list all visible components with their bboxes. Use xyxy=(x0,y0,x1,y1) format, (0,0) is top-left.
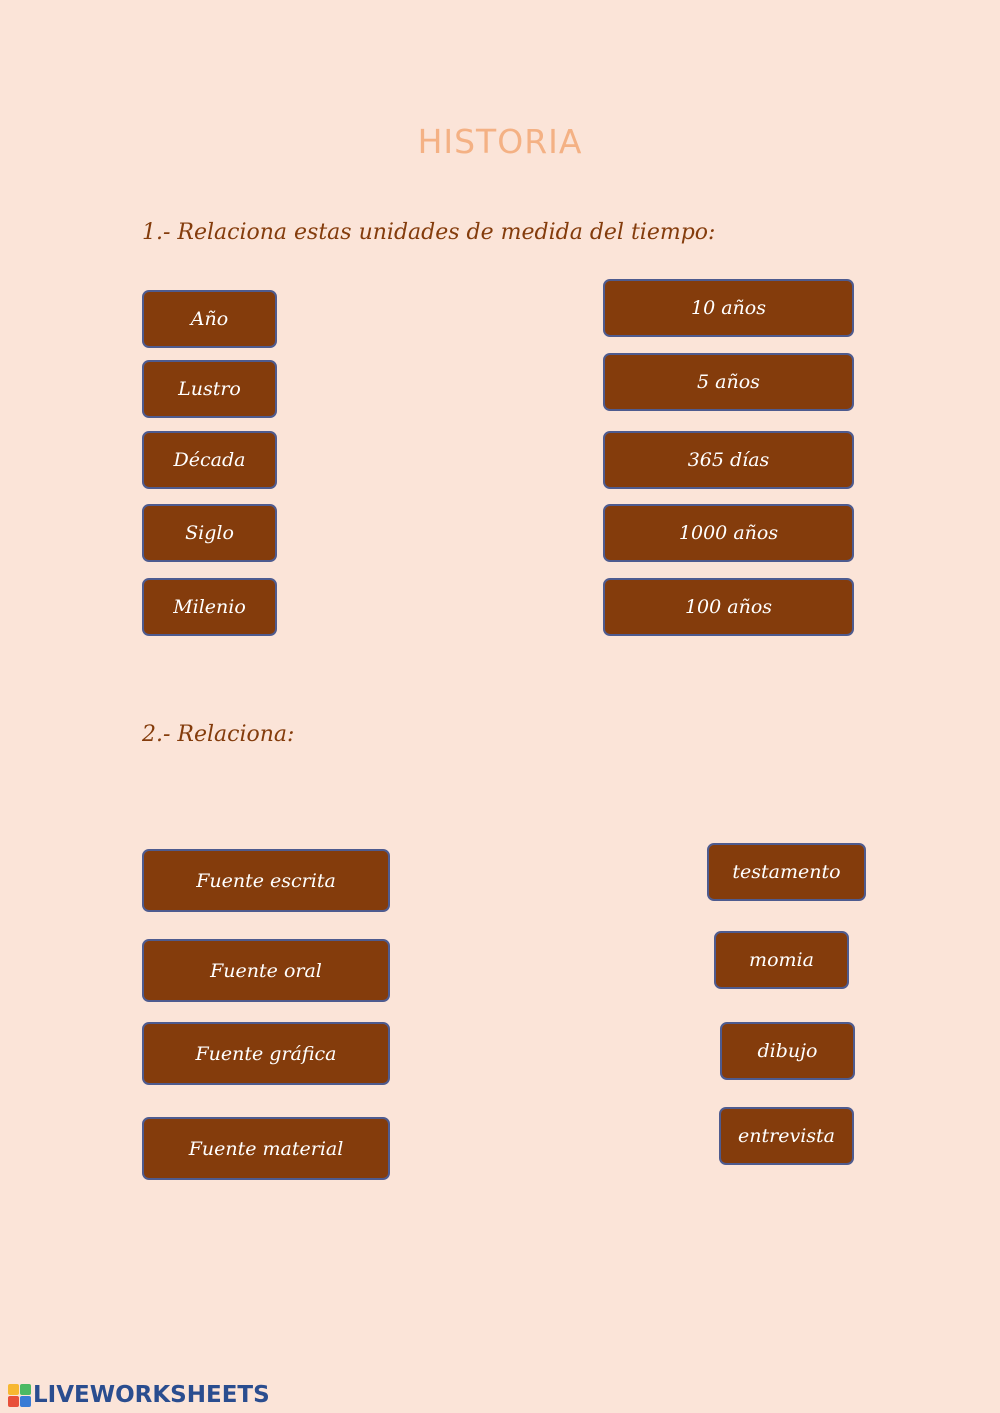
worksheet-title: HISTORIA xyxy=(417,122,583,161)
logo-grid-icon xyxy=(8,1384,31,1407)
liveworksheets-logo xyxy=(8,1382,270,1408)
q2-right-item[interactable]: dibujo xyxy=(720,1022,855,1080)
q2-right-item[interactable]: momia xyxy=(714,931,849,989)
q2-left-item[interactable]: Fuente material xyxy=(142,1117,390,1180)
brand-name: LIVEWORKSHEETS xyxy=(33,1382,270,1408)
q2-left-item[interactable]: Fuente escrita xyxy=(142,849,390,912)
q2-right-item[interactable]: entrevista xyxy=(719,1107,854,1165)
q2-left-item[interactable]: Fuente gráfica xyxy=(142,1022,390,1085)
q2-left-item[interactable]: Fuente oral xyxy=(142,939,390,1002)
q1-right-item[interactable]: 1000 años xyxy=(603,504,854,562)
q1-right-item[interactable]: 5 años xyxy=(603,353,854,411)
q1-right-item[interactable]: 100 años xyxy=(603,578,854,636)
q1-right-item[interactable]: 365 días xyxy=(603,431,854,489)
q1-left-item[interactable]: Milenio xyxy=(142,578,277,636)
q2-right-item[interactable]: testamento xyxy=(707,843,866,901)
question-1-prompt: 1.- Relaciona estas unidades de medida del tiempo: xyxy=(142,220,716,245)
q1-right-item[interactable]: 10 años xyxy=(603,279,854,337)
q1-left-item[interactable]: Lustro xyxy=(142,360,277,418)
q1-left-item[interactable]: Década xyxy=(142,431,277,489)
q1-left-item[interactable]: Año xyxy=(142,290,277,348)
q1-left-item[interactable]: Siglo xyxy=(142,504,277,562)
question-2-prompt: 2.- Relaciona: xyxy=(142,722,295,747)
